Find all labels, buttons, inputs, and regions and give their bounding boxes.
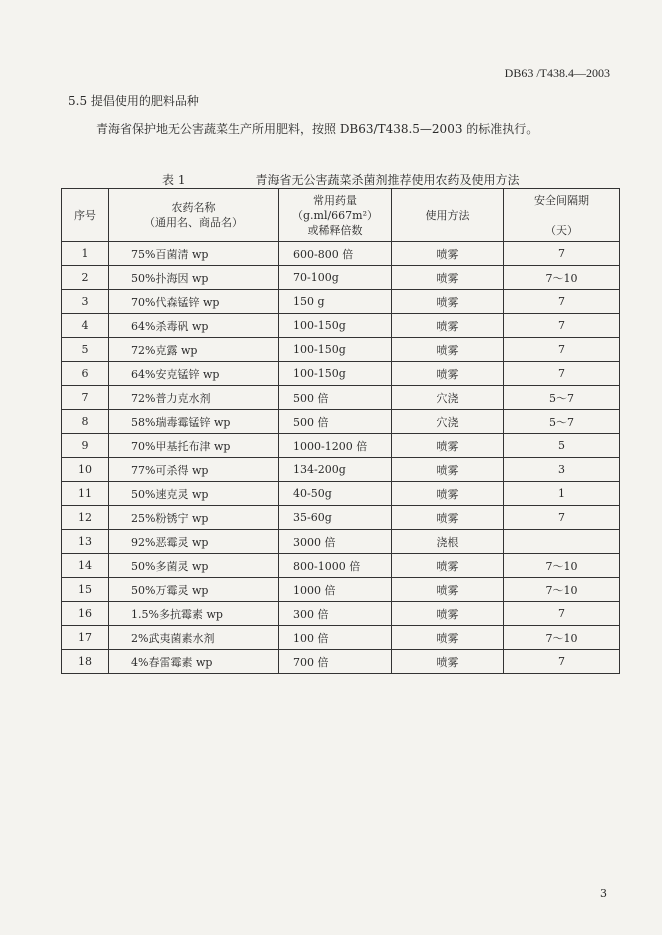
table-row <box>62 626 620 650</box>
cell-method: 喷雾 <box>392 290 504 314</box>
cell-safety-interval: 7 <box>504 314 620 338</box>
cell-safety-interval: 7 <box>504 290 620 314</box>
cell-method: 喷雾 <box>392 242 504 266</box>
cell-safety-interval: 5～7 <box>504 410 620 434</box>
cell-dose: 1000-1200 倍 <box>279 434 392 458</box>
table-row <box>62 410 620 434</box>
cell-pesticide-name: 58%瑞毒霉锰锌 wp <box>109 410 279 434</box>
cell-dose: 500 倍 <box>279 386 392 410</box>
cell-pesticide-name: 4%春雷霉素 wp <box>109 650 279 674</box>
cell-dose: 134-200g <box>279 458 392 482</box>
cell-safety-interval: 7～10 <box>504 626 620 650</box>
cell-pesticide-name: 25%粉锈宁 wp <box>109 506 279 530</box>
cell-dose: 800-1000 倍 <box>279 554 392 578</box>
cell-pesticide-name: 70%甲基托布津 wp <box>109 434 279 458</box>
cell-method: 喷雾 <box>392 266 504 290</box>
cell-method: 喷雾 <box>392 338 504 362</box>
cell-safety-interval: 7 <box>504 602 620 626</box>
cell-method: 喷雾 <box>392 506 504 530</box>
cell-pesticide-name: 50%扑海因 wp <box>109 266 279 290</box>
table-row <box>62 290 620 314</box>
cell-number: 7 <box>62 386 109 410</box>
cell-method: 喷雾 <box>392 650 504 674</box>
table-row <box>62 554 620 578</box>
table-body <box>62 242 620 674</box>
table-row <box>62 386 620 410</box>
cell-method: 喷雾 <box>392 602 504 626</box>
cell-dose: 70-100g <box>279 266 392 290</box>
table-row <box>62 650 620 674</box>
cell-pesticide-name: 50%多菌灵 wp <box>109 554 279 578</box>
pesticide-table <box>61 188 620 674</box>
cell-dose: 100-150g <box>279 362 392 386</box>
table-row <box>62 338 620 362</box>
cell-pesticide-name: 77%可杀得 wp <box>109 458 279 482</box>
cell-dose: 700 倍 <box>279 650 392 674</box>
header-method: 使用方法 <box>392 189 504 242</box>
table-row <box>62 458 620 482</box>
cell-number: 12 <box>62 506 109 530</box>
cell-number: 15 <box>62 578 109 602</box>
table-row <box>62 602 620 626</box>
document-code: DB63 /T438.4—2003 <box>504 66 610 80</box>
header-number: 序号 <box>62 189 109 242</box>
cell-pesticide-name: 1.5%多抗霉素 wp <box>109 602 279 626</box>
cell-number: 10 <box>62 458 109 482</box>
cell-method: 喷雾 <box>392 434 504 458</box>
header-safety-interval: 安全间隔期 （天） <box>504 189 620 242</box>
cell-pesticide-name: 50%万霉灵 wp <box>109 578 279 602</box>
cell-method: 喷雾 <box>392 362 504 386</box>
table-row <box>62 242 620 266</box>
cell-number: 6 <box>62 362 109 386</box>
cell-number: 5 <box>62 338 109 362</box>
cell-pesticide-name: 2%武夷菌素水剂 <box>109 626 279 650</box>
cell-dose: 100 倍 <box>279 626 392 650</box>
cell-safety-interval: 5 <box>504 434 620 458</box>
cell-pesticide-name: 70%代森锰锌 wp <box>109 290 279 314</box>
cell-number: 1 <box>62 242 109 266</box>
page-number: 3 <box>600 887 607 900</box>
cell-number: 18 <box>62 650 109 674</box>
table-title: 青海省无公害蔬菜杀菌剂推荐使用农药及使用方法 <box>255 173 520 187</box>
cell-pesticide-name: 72%克露 wp <box>109 338 279 362</box>
cell-dose: 40-50g <box>279 482 392 506</box>
cell-safety-interval: 7～10 <box>504 554 620 578</box>
table-row <box>62 266 620 290</box>
cell-dose: 100-150g <box>279 314 392 338</box>
cell-safety-interval: 7～10 <box>504 578 620 602</box>
cell-method: 喷雾 <box>392 314 504 338</box>
section-paragraph: 青海省保护地无公害蔬菜生产所用肥料，按照 DB63/T438.5—2003 的标准执行。 <box>96 122 539 136</box>
cell-dose: 300 倍 <box>279 602 392 626</box>
cell-method: 浇根 <box>392 530 504 554</box>
cell-dose: 3000 倍 <box>279 530 392 554</box>
cell-safety-interval: 7 <box>504 338 620 362</box>
cell-pesticide-name: 72%普力克水剂 <box>109 386 279 410</box>
table-row <box>62 362 620 386</box>
cell-safety-interval: 7 <box>504 242 620 266</box>
cell-safety-interval: 5～7 <box>504 386 620 410</box>
cell-pesticide-name: 64%杀毒矾 wp <box>109 314 279 338</box>
cell-method: 喷雾 <box>392 458 504 482</box>
cell-number: 11 <box>62 482 109 506</box>
cell-method: 喷雾 <box>392 482 504 506</box>
cell-pesticide-name: 75%百菌清 wp <box>109 242 279 266</box>
table-row <box>62 530 620 554</box>
cell-dose: 100-150g <box>279 338 392 362</box>
cell-pesticide-name: 64%安克锰锌 wp <box>109 362 279 386</box>
cell-safety-interval <box>504 530 620 554</box>
cell-dose: 150 g <box>279 290 392 314</box>
cell-method: 喷雾 <box>392 554 504 578</box>
table-header-row <box>62 189 620 242</box>
header-dose: 常用药量 （g.ml/667m²） 或稀释倍数 <box>279 189 392 242</box>
cell-number: 2 <box>62 266 109 290</box>
cell-dose: 1000 倍 <box>279 578 392 602</box>
cell-number: 16 <box>62 602 109 626</box>
cell-number: 9 <box>62 434 109 458</box>
cell-safety-interval: 7 <box>504 650 620 674</box>
cell-safety-interval: 7 <box>504 506 620 530</box>
header-pesticide-name: 农药名称 （通用名、商品名） <box>109 189 279 242</box>
cell-method: 喷雾 <box>392 626 504 650</box>
cell-number: 13 <box>62 530 109 554</box>
table-row <box>62 434 620 458</box>
cell-dose: 600-800 倍 <box>279 242 392 266</box>
table-caption <box>162 171 519 188</box>
cell-dose: 35-60g <box>279 506 392 530</box>
cell-dose: 500 倍 <box>279 410 392 434</box>
table-label: 表 1 <box>162 173 186 187</box>
cell-pesticide-name: 50%速克灵 wp <box>109 482 279 506</box>
cell-safety-interval: 7 <box>504 362 620 386</box>
section-heading: 5.5 提倡使用的肥料品种 <box>68 94 199 108</box>
cell-method: 穴浇 <box>392 386 504 410</box>
cell-number: 3 <box>62 290 109 314</box>
table-row <box>62 482 620 506</box>
cell-pesticide-name: 92%恶霉灵 wp <box>109 530 279 554</box>
table-row <box>62 506 620 530</box>
table-row <box>62 578 620 602</box>
cell-safety-interval: 3 <box>504 458 620 482</box>
cell-safety-interval: 1 <box>504 482 620 506</box>
cell-number: 14 <box>62 554 109 578</box>
cell-method: 喷雾 <box>392 578 504 602</box>
cell-number: 4 <box>62 314 109 338</box>
cell-method: 穴浇 <box>392 410 504 434</box>
cell-number: 17 <box>62 626 109 650</box>
cell-number: 8 <box>62 410 109 434</box>
table-row <box>62 314 620 338</box>
cell-safety-interval: 7～10 <box>504 266 620 290</box>
